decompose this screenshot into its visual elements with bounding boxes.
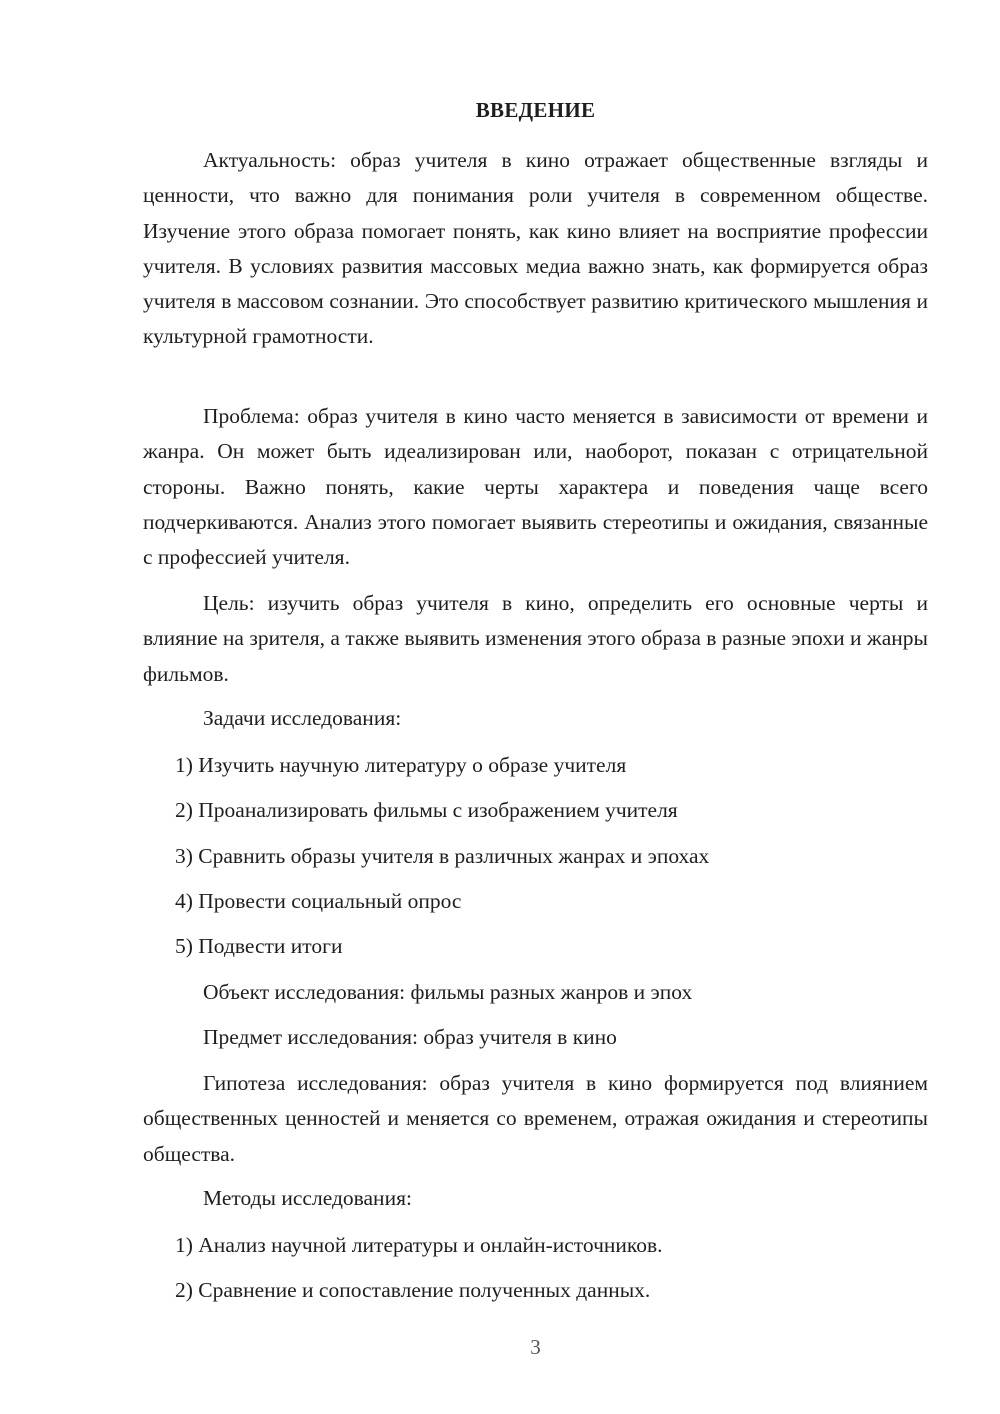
tasks-heading: Задачи исследования: [203, 706, 402, 730]
task-item: 3) Сравнить образы учителя в различных жанрах и эпохах [175, 844, 710, 868]
task-item: 4) Провести социальный опрос [175, 889, 462, 913]
page-number: 3 [530, 1335, 541, 1359]
goal-paragraph: Цель: изучить образ учителя в кино, определить его основные черты и влияние на зрителя, а также выявить изменения этого образа в разные эпохи и жанры фильмов. [143, 591, 928, 686]
task-item: 1) Изучить научную литературу о образе учителя [175, 753, 627, 777]
task-item: 5) Подвести итоги [175, 934, 343, 958]
section-title: ВВЕДЕНИЕ [475, 98, 596, 122]
research-subject: Предмет исследования: образ учителя в кино [203, 1025, 617, 1049]
problem-paragraph: Проблема: образ учителя в кино часто меняется в зависимости от времени и жанра. Он может быть идеализирован или, наоборот, показан с отрицательной стороны. Важно понять, какие черты характера и поведения чаще всего подчеркиваются. Анализ этого помогает выявить стереотипы и ожидания, связанные с профессией учителя. [143, 404, 928, 570]
task-item: 2) Проанализировать фильмы с изображением учителя [175, 798, 678, 822]
methods-heading: Методы исследования: [203, 1186, 412, 1210]
method-item: 2) Сравнение и сопоставление полученных данных. [175, 1278, 651, 1302]
hypothesis-paragraph: Гипотеза исследования: образ учителя в кино формируется под влиянием общественных ценностей и меняется со временем, отражая ожидания и стереотипы общества. [143, 1071, 928, 1166]
method-item: 1) Анализ научной литературы и онлайн-источников. [175, 1233, 663, 1257]
research-object: Объект исследования: фильмы разных жанров и эпох [203, 980, 693, 1004]
relevance-paragraph: Актуальность: образ учителя в кино отражает общественные взгляды и ценности, что важно для понимания роли учителя в современном обществе. Изучение этого образа помогает понять, как кино влияет на восприятие профессии учителя. В условиях развития массовых медиа важно знать, как формируется образ учителя в массовом сознании. Это способствует развитию критического мышления и культурной грамотности. [143, 148, 928, 349]
